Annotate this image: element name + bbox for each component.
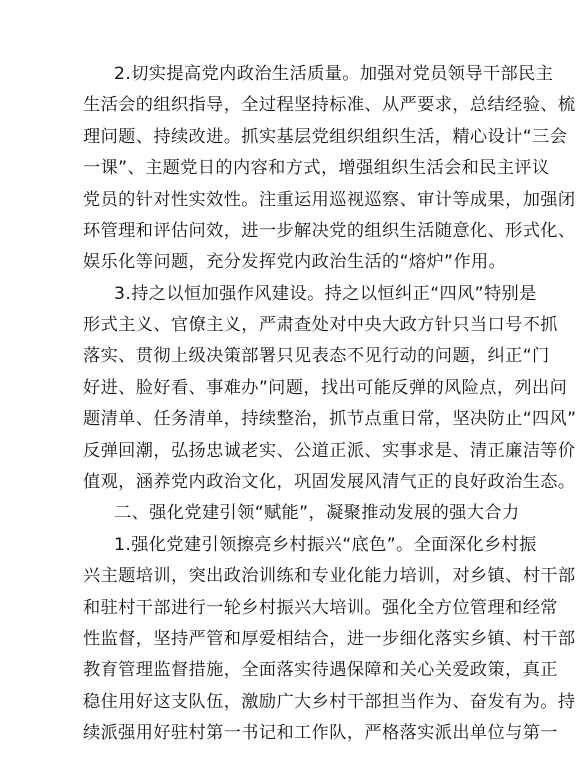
text-line: 理问题、持续改进。抓实基层党组织组织生活，精心设计“三会 — [83, 126, 568, 147]
text-line: 娱乐化等问题，充分发挥党内政治生活的“熔炉”作用。 — [83, 252, 507, 273]
text-line: 形式主义、官僚主义，严肃查处对中央大政方针只当口号不抓 — [83, 315, 558, 335]
text-line: 好进、脸好看、事难办”问题，找出可能反弹的风险点，列出问 — [83, 377, 568, 398]
paragraph-3-heading-line: 3.持之以恒加强作风建设。持之以恒纠正“四风”特别是 — [114, 283, 537, 304]
text-line: 反弹回潮，弘扬忠诚老实、公道正派、实事求是、清正廉洁等价 — [83, 440, 576, 461]
paragraph-1-heading-line: 1.强化党建引领擦亮乡村振兴“底色”。全面深化乡村振 — [114, 534, 537, 555]
text-line: 值观，涵养党内政治文化，巩固发展风清气正的良好政治生态。 — [83, 472, 576, 492]
text-line: 生活会的组织指导，全过程坚持标准、从严要求，总结经验、梳 — [83, 95, 576, 116]
text-line: 续派强用好驻村第一书记和工作队，严格落实派出单位与第一 — [83, 723, 558, 743]
text-line: 兴主题培训，突出政治训练和专业化能力培训，对乡镇、村干部 — [83, 566, 576, 587]
text-line: 题清单、任务清单，持续整治，抓节点重日常，坚决防止“四风” — [83, 409, 577, 430]
text-line: 落实、贯彻上级决策部署只见表态不见行动的问题，纠正“门 — [83, 346, 550, 367]
text-line: 一课”、主题党日的内容和方式，增强组织生活会和民主评议 — [83, 158, 550, 179]
text-line: 环管理和评估问效，进一步解决党的组织生活随意化、形式化、 — [83, 220, 576, 241]
paragraph-2-heading-line: 2.切实提高党内政治生活质量。加强对党员领导干部民主 — [114, 64, 554, 84]
text-line: 教育管理监督措施，全面落实待遇保障和关心关爱政策，真正 — [83, 660, 558, 681]
section-heading: 二、强化党建引领“赋能”，凝聚推动发展的强大合力 — [114, 503, 520, 524]
text-line: 稳住用好这支队伍，激励广大乡村干部担当作为、奋发有为。持 — [83, 691, 576, 712]
text-line: 党员的针对性实效性。注重运用巡视巡察、审计等成果，加强闭 — [83, 189, 576, 210]
text-line: 性监督，坚持严管和厚爱相结合，进一步细化落实乡镇、村干部 — [83, 628, 576, 649]
text-line: 和驻村干部进行一轮乡村振兴大培训。强化全方位管理和经常 — [83, 597, 558, 618]
